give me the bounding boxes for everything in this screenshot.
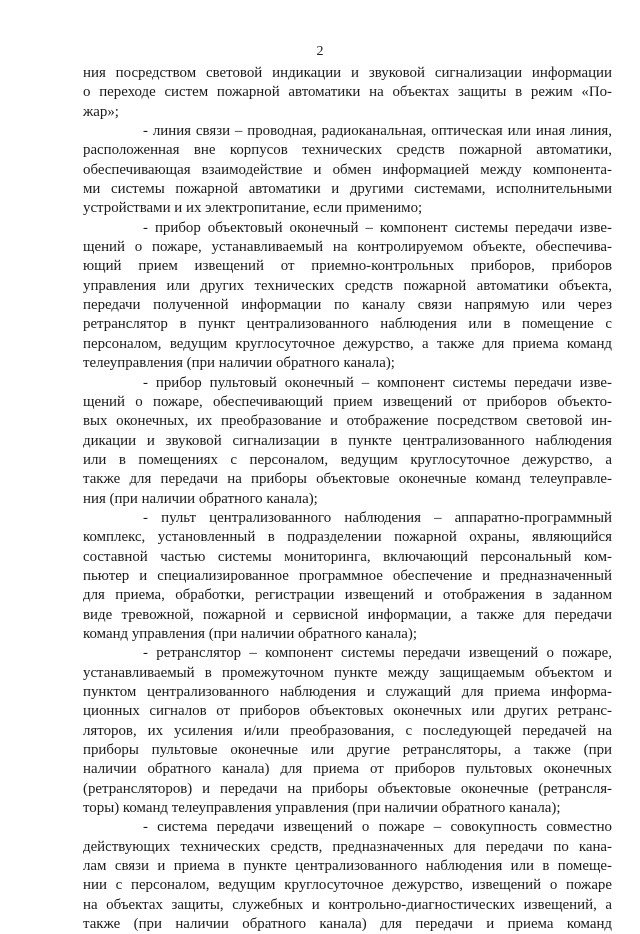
text-line: лам связи и приема в пункте централизованного наблюдения или в помеще- <box>83 858 612 875</box>
text-line: устанавливаемый в промежуточном пункте между защищаемым объектом и <box>83 664 612 681</box>
text-line: команд управления (при наличии обратного канала); <box>83 625 417 642</box>
document-body <box>83 64 612 934</box>
text-line: щений о пожаре, устанавливаемый на контролируемом объекте, обеспечива- <box>83 239 612 256</box>
text-line: - пульт централизованного наблюдения – аппаратно-программный <box>143 509 612 526</box>
text-line: - линия связи – проводная, радиоканальная, оптическая или иная линия, <box>143 123 612 140</box>
paragraph <box>83 818 612 934</box>
text-line: о переходе систем пожарной автоматики на объектах защиты в режим «По- <box>83 84 612 101</box>
text-line: передачи полученной информации по каналу связи напрямую или через <box>83 297 612 314</box>
text-line: - система передачи извещений о пожаре – совокупность совместно <box>143 819 612 836</box>
text-line: наличии обратного канала) для приема от приборов пультовых оконечных <box>83 761 612 778</box>
text-line: - ретранслятор – компонент системы передачи извещений о пожаре, <box>143 645 612 662</box>
text-line: расположенная вне корпусов технических средств пожарной автоматики, <box>83 142 612 159</box>
text-line: ми системы пожарной автоматики и другими системами, исполнительными <box>83 181 612 198</box>
text-line: вых оконечных, их преобразование и отображение посредством световой ин- <box>83 413 612 430</box>
text-line: (ретрансляторов) и передачи на приборы объектовые оконечные (ретрансля- <box>83 780 612 797</box>
text-line: пьютер и специализированное программное обеспечение и предназначенный <box>83 567 612 584</box>
paragraph <box>83 122 612 219</box>
text-line: обеспечивающая взаимодействие и обмен информацией между компонента- <box>83 161 612 178</box>
paragraph <box>83 644 612 818</box>
text-line: щений о пожаре, обеспечивающий прием извещений от приборов объекто- <box>83 393 612 410</box>
text-line: жар»; <box>83 103 119 120</box>
text-line: - прибор объектовый оконечный – компонент системы передачи изве- <box>143 219 612 236</box>
text-line: телеуправления (при наличии обратного канала); <box>83 355 395 372</box>
text-line: ющий прием извещений от приемно-контрольных приборов, приборов <box>83 258 612 275</box>
text-line: действующих технических средств, предназначенных для передачи по кана- <box>83 838 612 855</box>
text-line: ретранслятор в пункт централизованного наблюдения или в помещение с <box>83 316 612 333</box>
text-line: персоналом, ведущим круглосуточное дежурство, а также для приема команд <box>83 335 612 352</box>
text-line: на объектах защиты, служебных и контрольно-диагностических извещений, а <box>83 896 612 913</box>
text-line: приборы пультовые оконечные или другие ретрансляторы, а также (при <box>83 742 612 759</box>
text-line: - прибор пультовый оконечный – компонент системы передачи изве- <box>143 374 612 391</box>
text-line: пунктом централизованного наблюдения и служащий для приема информа- <box>83 684 612 700</box>
text-line: торы) команд телеуправления управления (при наличии обратного канала); <box>83 800 561 817</box>
text-line: ционных сигналов от приборов объектовых оконечных или других ретранс- <box>83 703 612 720</box>
text-line: ляторов, их усиления и/или преобразования, с последующей передачей на <box>83 722 612 739</box>
text-line: ния посредством световой индикации и звуковой сигнализации информации <box>83 65 612 81</box>
paragraph <box>83 374 612 509</box>
text-line: или в помещениях с персоналом, ведущим круглосуточное дежурство, а <box>83 451 612 468</box>
text-line: комплекс, установленный в подразделении пожарной охраны, являющийся <box>83 529 612 546</box>
text-line: ния (при наличии обратного канала); <box>83 490 318 507</box>
text-line: также для передачи на приборы объектовые оконечные команд телеуправле- <box>83 471 612 488</box>
text-line: дикации и звуковой сигнализации в пункте централизованного наблюдения <box>83 432 612 449</box>
text-line: составной частью системы мониторинга, включающий персональный ком- <box>83 548 612 565</box>
paragraph <box>83 509 612 644</box>
paragraph <box>83 219 612 374</box>
text-line: также (при наличии обратного канала) для передачи и приема команд <box>83 916 612 933</box>
page-number: 2 <box>316 44 324 59</box>
text-line: виде тревожной, пожарной и сервисной информации, а также для передачи <box>83 606 612 623</box>
text-line: для приема, обработки, регистрации извещений и отображения в заданном <box>83 587 612 604</box>
text-line: устройствами и их электропитание, если применимо; <box>83 200 423 217</box>
paragraph <box>83 64 612 122</box>
text-line: управления или других технических средств пожарной автоматики объекта, <box>83 277 612 294</box>
text-line: нии с персоналом, ведущим круглосуточное дежурство, извещений о пожаре <box>83 877 612 894</box>
